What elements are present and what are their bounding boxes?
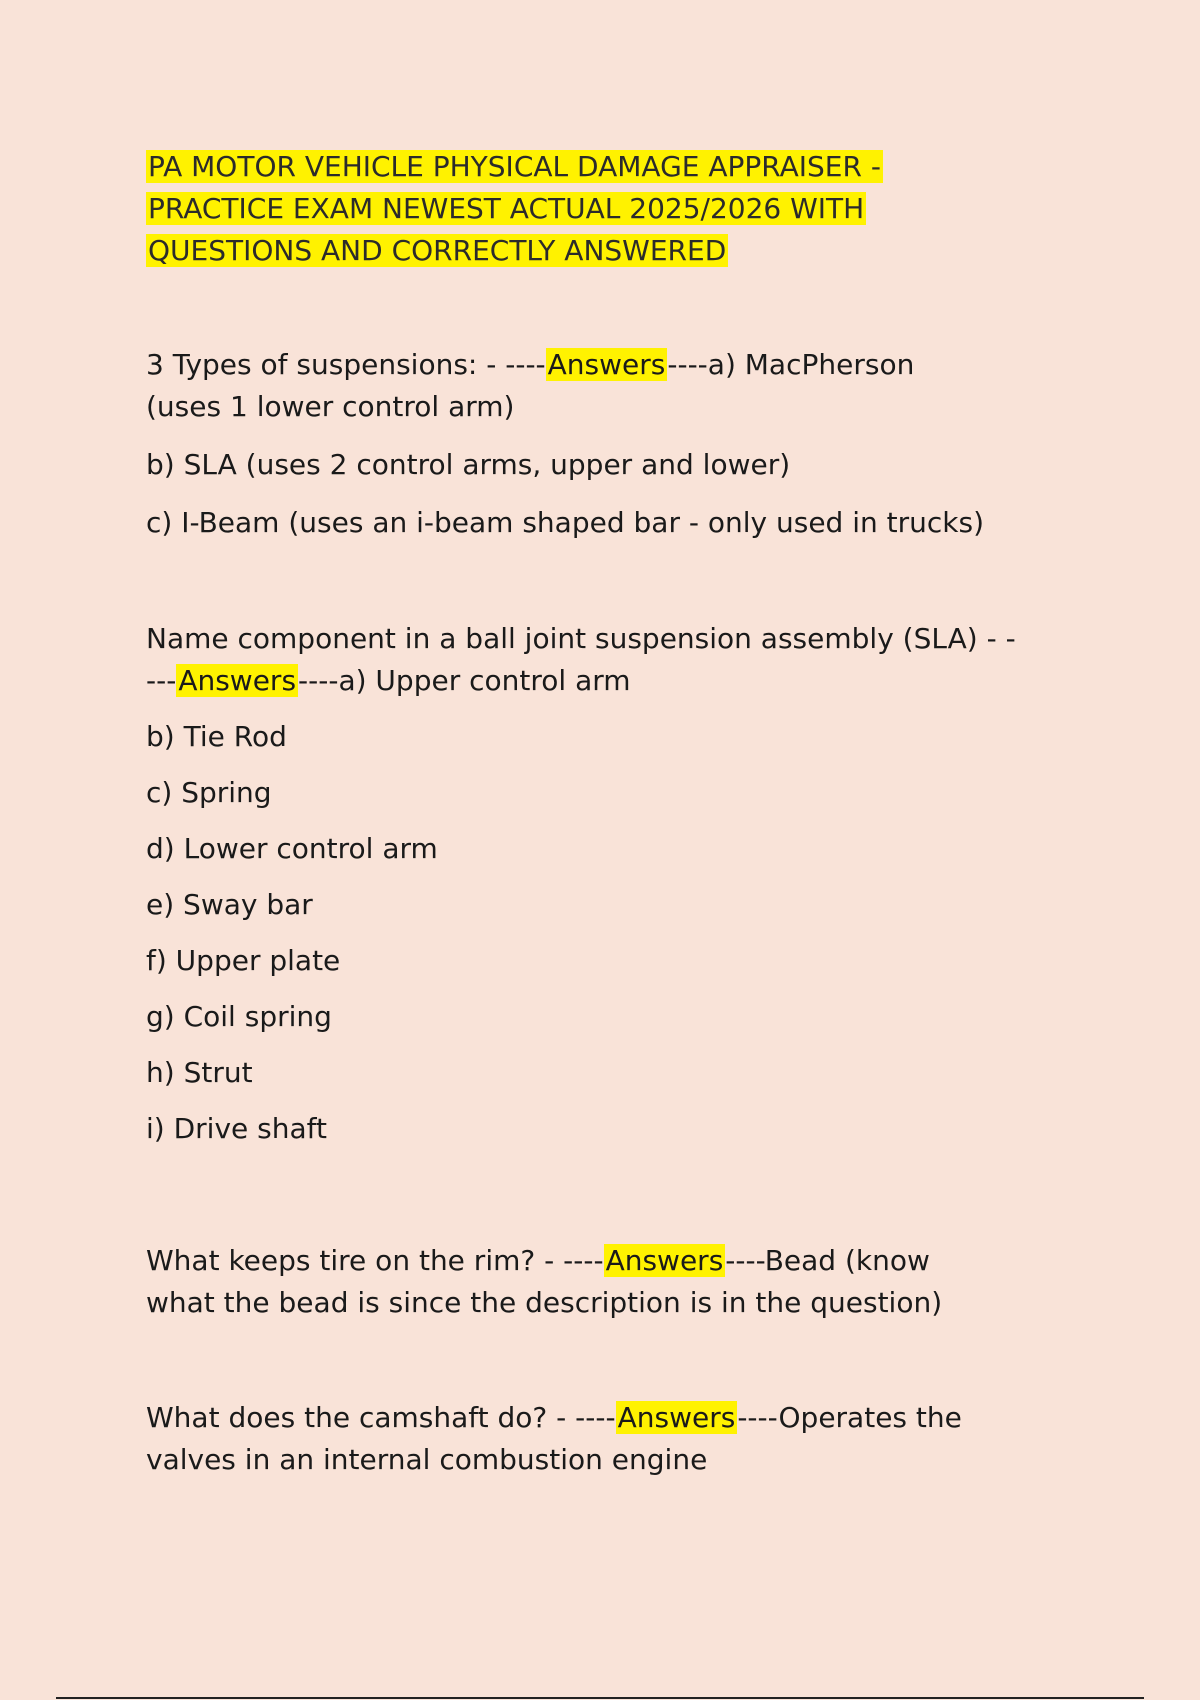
question-prefix-continued: --- xyxy=(146,664,177,697)
question-prefix: 3 Types of suspensions: - ---- xyxy=(146,348,546,381)
question-prefix: Name component in a ball joint suspension assembly (SLA) - - xyxy=(146,622,1016,655)
answers-marker: Answers xyxy=(617,1401,736,1434)
answer-option: d) Lower control arm xyxy=(146,832,438,865)
answer-option: f) Upper plate xyxy=(146,944,341,977)
question-block-3 xyxy=(146,1240,1066,1324)
question-prefix: What keeps tire on the rim? - ---- xyxy=(146,1244,604,1277)
answer-option: g) Coil spring xyxy=(146,1000,332,1033)
answer-option: b) SLA (uses 2 control arms, upper and lower) xyxy=(146,448,791,481)
answer-start: ----a) MacPherson xyxy=(667,348,915,381)
answer-option: c) I-Beam (uses an i-beam shaped bar - only used in trucks) xyxy=(146,506,985,539)
answer-option: h) Strut xyxy=(146,1056,253,1089)
question-block-1 xyxy=(146,344,1066,544)
title-line-1: PA MOTOR VEHICLE PHYSICAL DAMAGE APPRAISER - xyxy=(148,150,881,183)
question-block-2 xyxy=(146,618,1066,1150)
answer-start: ----Operates the xyxy=(737,1401,962,1434)
answers-marker: Answers xyxy=(547,348,666,381)
answers-marker: Answers xyxy=(605,1244,724,1277)
answer-option: e) Sway bar xyxy=(146,888,313,921)
answer-start: ----a) Upper control arm xyxy=(298,664,631,697)
page-title xyxy=(146,146,1046,272)
question-block-4 xyxy=(146,1397,1066,1481)
question-prefix: What does the camshaft do? - ---- xyxy=(146,1401,616,1434)
question-text xyxy=(146,1397,1066,1481)
answer-option: i) Drive shaft xyxy=(146,1112,327,1145)
answer-start: ----Bead (know xyxy=(725,1244,930,1277)
title-line-2: PRACTICE EXAM NEWEST ACTUAL 2025/2026 WITH xyxy=(148,192,865,225)
title-line-3: QUESTIONS AND CORRECTLY ANSWERED xyxy=(148,234,727,267)
answer-option: c) Spring xyxy=(146,776,272,809)
answer-continuation: (uses 1 lower control arm) xyxy=(146,390,515,423)
answer-continuation: valves in an internal combustion engine xyxy=(146,1443,708,1476)
page-bottom-rule xyxy=(56,1697,1144,1699)
answers-marker: Answers xyxy=(178,664,297,697)
question-text xyxy=(146,618,1066,702)
question-text xyxy=(146,1240,1066,1324)
answer-continuation: what the bead is since the description is in the question) xyxy=(146,1286,943,1319)
answer-option: b) Tie Rod xyxy=(146,720,287,753)
question-text xyxy=(146,344,1066,428)
